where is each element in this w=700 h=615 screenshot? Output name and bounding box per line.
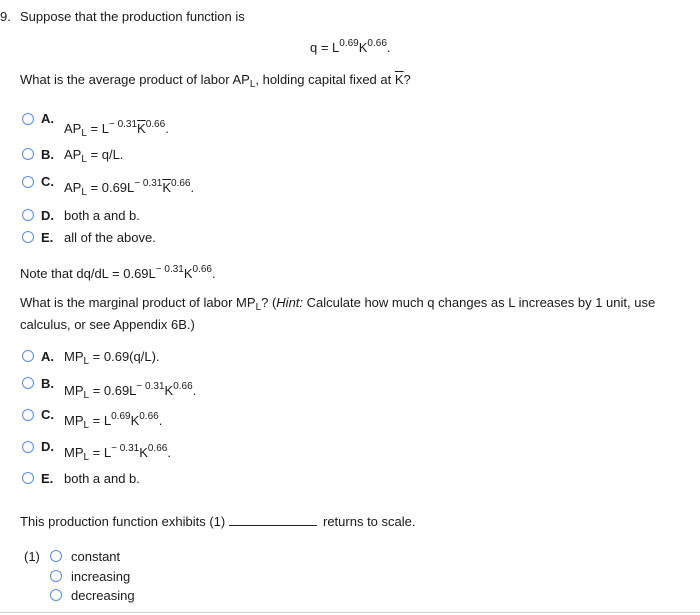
- part2-prompt-line2: calculus, or see Appendix 6B.): [20, 317, 195, 332]
- part1-letter-e: E.: [41, 230, 54, 245]
- part2-option-b-end: .: [192, 383, 197, 398]
- part2-option-c-pre: MP: [64, 413, 84, 428]
- option-constant[interactable]: constant: [71, 549, 121, 564]
- radio-decreasing[interactable]: [50, 589, 62, 601]
- part2-option-e[interactable]: both a and b.: [64, 471, 140, 486]
- part1-option-d[interactable]: both a and b.: [64, 208, 140, 223]
- function-end: .: [386, 40, 391, 55]
- production-function: [310, 40, 391, 55]
- part2-option-d[interactable]: [64, 443, 171, 463]
- part1-option-c-pre: AP: [64, 180, 82, 195]
- part1-option-b-sub: L: [81, 154, 87, 165]
- option-decreasing[interactable]: decreasing: [71, 588, 135, 603]
- part1-option-b-pre: AP: [64, 147, 82, 162]
- part1-option-c-exp2: 0.66: [171, 178, 191, 189]
- part2-option-c[interactable]: [64, 411, 163, 431]
- part2-prompt-q: ? (: [261, 295, 277, 310]
- part1-prompt-sub: L: [249, 79, 256, 90]
- part1-radio-d[interactable]: [22, 209, 34, 221]
- part1-option-c-sub: L: [81, 187, 87, 198]
- part2-letter-b: B.: [41, 376, 54, 391]
- part2-option-b-pre: MP: [64, 383, 84, 398]
- part2-option-d-exp1: − 0.31: [111, 443, 140, 454]
- part1-option-a-end: .: [165, 121, 169, 136]
- part2-option-c-exp1: 0.69: [111, 411, 131, 422]
- part1-option-a[interactable]: [64, 119, 169, 139]
- part1-option-c-end: .: [190, 180, 195, 195]
- part2-option-c-eq: = L: [89, 413, 112, 428]
- part3-prompt-post: returns to scale.: [323, 514, 416, 529]
- part1-radio-c[interactable]: [22, 176, 34, 188]
- part2-option-c-exp2: 0.66: [139, 411, 159, 422]
- part1-option-c[interactable]: [64, 178, 195, 198]
- part2-radio-d[interactable]: [22, 441, 34, 453]
- part1-radio-a[interactable]: [22, 113, 34, 125]
- function-exp-k: 0.66: [367, 38, 387, 49]
- part2-option-c-end: .: [158, 413, 163, 428]
- option-increasing[interactable]: increasing: [71, 569, 131, 584]
- note-k: K: [183, 266, 193, 281]
- part1-prompt-k: $\overline{K}$: [394, 72, 404, 87]
- part1-option-b[interactable]: [64, 147, 124, 165]
- part2-letter-d: D.: [41, 439, 54, 454]
- function-exp-l: 0.69: [339, 38, 359, 49]
- part2-option-a[interactable]: [64, 349, 160, 367]
- part2-option-d-pre: MP: [64, 445, 84, 460]
- radio-increasing[interactable]: [50, 570, 62, 582]
- question-intro: Suppose that the production function is: [20, 9, 245, 24]
- part1-option-a-eq: = L: [86, 121, 109, 136]
- part1-option-c-eq: = 0.69L: [86, 180, 135, 195]
- part2-prompt-sub: L: [255, 302, 262, 313]
- part1-letter-b: B.: [41, 147, 54, 162]
- part1-option-a-pre: AP: [64, 121, 82, 136]
- part1-prompt-pre: What is the average product of labor AP: [20, 72, 250, 87]
- part1-option-c-k: $\overline{K}$: [162, 180, 172, 195]
- note-exp1: − 0.31: [155, 264, 184, 275]
- part2-option-a-sub: L: [83, 356, 90, 367]
- part2-option-d-exp2: 0.66: [147, 443, 168, 454]
- function-k: K: [358, 40, 368, 55]
- part1-prompt: [20, 72, 411, 90]
- part2-option-d-sub: L: [83, 452, 90, 463]
- part2-hint-label: Hint:: [276, 295, 304, 310]
- part2-prompt-pre: What is the marginal product of labor MP: [20, 295, 256, 310]
- part2-option-b-exp1: − 0.31: [136, 381, 165, 392]
- part1-prompt-q: ?: [403, 72, 411, 87]
- question-number: 9.: [0, 9, 11, 24]
- note-end: .: [212, 266, 216, 281]
- part2-letter-e: E.: [41, 471, 54, 486]
- part2-letter-a: A.: [41, 349, 54, 364]
- radio-constant[interactable]: [50, 550, 62, 562]
- part1-option-a-sub: L: [81, 128, 87, 139]
- part2-option-a-pre: MP: [64, 349, 84, 364]
- part1-letter-d: D.: [41, 208, 54, 223]
- note-exp2: 0.66: [192, 264, 212, 275]
- note-derivative: [20, 266, 216, 281]
- part2-option-d-end: .: [167, 445, 171, 460]
- note-pre: Note that dq/dL = 0.69L: [20, 266, 156, 281]
- part1-option-c-exp1: − 0.31: [134, 178, 163, 189]
- part2-option-b-eq: = 0.69L: [89, 383, 137, 398]
- part2-radio-c[interactable]: [22, 409, 34, 421]
- part2-option-b-k: K: [164, 383, 174, 398]
- part1-option-a-exp2: 0.66: [145, 119, 166, 130]
- part1-radio-b[interactable]: [22, 148, 34, 160]
- part2-radio-a[interactable]: [22, 350, 34, 362]
- part2-option-d-k: K: [139, 445, 148, 460]
- function-lhs: q = L: [310, 40, 340, 55]
- answer-blank: [229, 525, 317, 526]
- part2-option-c-sub: L: [83, 420, 90, 431]
- part2-radio-e[interactable]: [22, 472, 34, 484]
- part1-prompt-post: , holding capital fixed at: [255, 72, 395, 87]
- part2-prompt-rest: Calculate how much q changes as L increases by 1 unit, use: [303, 295, 656, 310]
- part1-option-a-k: $\overline{K}$: [137, 121, 146, 136]
- part2-option-b-sub: L: [83, 390, 90, 401]
- part2-radio-b[interactable]: [22, 377, 34, 389]
- part3-prompt-pre: This production function exhibits (1): [20, 514, 226, 529]
- part2-prompt-line1: [20, 295, 656, 313]
- part2-option-c-k: K: [130, 413, 140, 428]
- part2-letter-c: C.: [41, 407, 54, 422]
- bottom-divider: [0, 612, 700, 613]
- part1-option-b-eq: = q/L.: [86, 147, 124, 162]
- part2-option-b-exp2: 0.66: [173, 381, 193, 392]
- part2-option-b[interactable]: [64, 381, 197, 401]
- part2-option-d-eq: = L: [89, 445, 112, 460]
- part1-letter-c: C.: [41, 174, 54, 189]
- part1-option-e[interactable]: all of the above.: [64, 230, 156, 245]
- part3-label: (1): [24, 549, 40, 564]
- part2-option-a-eq: = 0.69(q/L).: [89, 349, 160, 364]
- part1-letter-a: A.: [41, 111, 54, 126]
- part1-option-a-exp1: − 0.31: [108, 119, 138, 130]
- part1-radio-e[interactable]: [22, 231, 34, 243]
